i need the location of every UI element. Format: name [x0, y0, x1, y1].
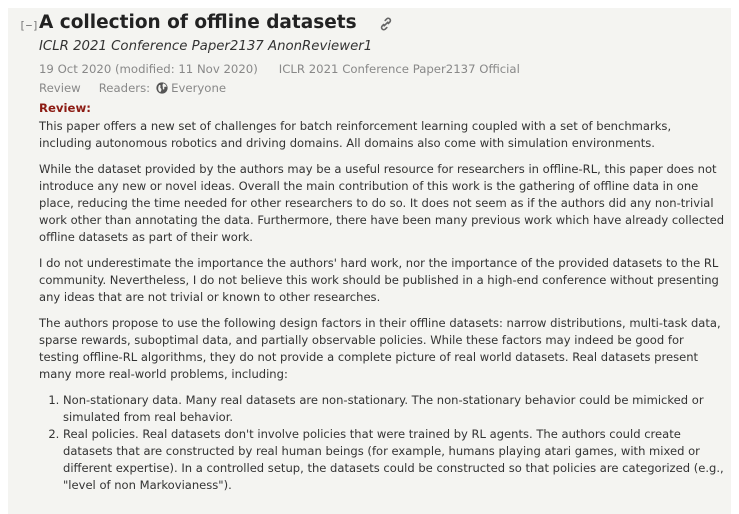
review-paragraph: I do not underestimate the importance the authors' hard work, nor the importance of the provided datasets to the RL community. Nevertheless, I do not believe this work should be published in a high-end conference without presenting any ideas that are not trivial or known to other researches.	[39, 256, 719, 304]
title-row	[39, 12, 393, 33]
review-list	[39, 392, 727, 494]
note-title: A collection of offline datasets	[39, 12, 357, 33]
readers-value: Everyone	[171, 81, 227, 95]
link-icon[interactable]	[379, 16, 393, 30]
review-paragraph: While the dataset provided by the authors may be a useful resource for researchers in offline-RL, this paper does not introduce any new or novel ideas. Overall the main contribution of this work is the gathering of offline data in one place, reducing the time needed for other researchers to do so. It does not seem as if the authors did any non-trivial work other than annotating the data. Furthermore, there have been many previous work which have already collected offline datasets as part of their work.	[39, 162, 725, 244]
collapse-toggle[interactable]: [−]	[19, 19, 39, 32]
list-item: 1. Non-stationary data. Many real datasets are non-stationary. The non-stationary behavior could be mimicked or simulated from real behavior.	[63, 392, 727, 426]
readers-label: Readers:	[98, 81, 151, 95]
note-invitation: ICLR 2021 Conference Paper2137 Official	[278, 62, 520, 76]
review-paragraph: This paper offers a new set of challenges for batch reinforcement learning coupled with a set of benchmarks, including autonomous robotics and driving domains. All domains also come with simulation environments.	[39, 119, 672, 150]
globe-icon	[156, 82, 168, 94]
reviewer-signature: ICLR 2021 Conference Paper2137 AnonReviewer1	[39, 39, 373, 54]
review-text	[39, 118, 727, 494]
review-paragraph: The authors propose to use the following design factors in their offline datasets: narrow distributions, multi-task data, sparse rewards, suboptimal data, and partially observable policies. While these factors may indeed be good for testing offline-RL algorithms, they do not provide a complete picture of real world datasets. Real datasets present many more real-world problems, including:	[39, 316, 721, 381]
note-type: Review	[39, 81, 81, 95]
review-field-label: Review:	[39, 101, 91, 115]
note-date: 19 Oct 2020 (modified: 11 Nov 2020)	[39, 62, 258, 76]
link-icon-graphic	[379, 17, 393, 31]
list-item: 2. Real policies. Real datasets don't involve policies that were trained by RL agents. The authors could create datasets that are constructed by real human beings (for example, humans playing atari games, with mixed or different expertise). In a controlled setup, the datasets could be constructed so that policies are categorized (e.g., "level of non Markovianess").	[63, 426, 727, 494]
review-note	[8, 8, 731, 514]
note-dates-row	[39, 62, 520, 76]
note-readers-row	[39, 81, 226, 95]
